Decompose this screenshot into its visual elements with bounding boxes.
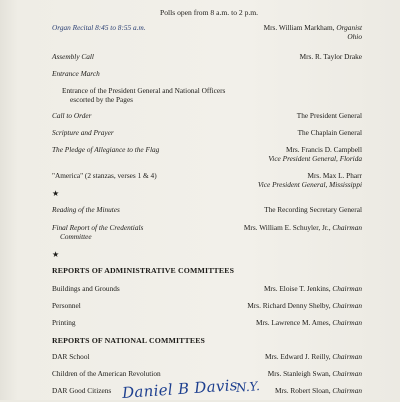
- handwritten-state-note: N.Y.: [235, 378, 261, 396]
- role-title: Organist: [336, 23, 362, 32]
- committee-chair: Mrs. Richard Denny Shelby, Chairman: [247, 301, 362, 310]
- credentials-label-line2: Committee: [60, 232, 92, 241]
- committee-chair: Mrs. Eloise T. Jenkins, Chairman: [263, 284, 362, 293]
- credentials-person: Mrs. William E. Schuyler, Jr., Chairman: [243, 223, 362, 232]
- minutes-person: The Recording Secretary General: [264, 205, 362, 214]
- committee-name: Printing: [52, 318, 76, 327]
- national-committees-heading: REPORTS OF NATIONAL COMMITTEES: [52, 336, 206, 345]
- committee-name: DAR Good Citizens: [52, 386, 112, 395]
- america-person-title: Vice President General, Mississippi: [257, 180, 362, 189]
- committee-name: Children of the American Revolution: [52, 369, 161, 378]
- polls-hours: Polls open from 8 a.m. to 2 p.m.: [160, 8, 259, 17]
- pledge-label: The Pledge of Allegiance to the Flag: [52, 145, 160, 154]
- entrance-march-label: Entrance March: [52, 69, 100, 78]
- committee-name: Buildings and Grounds: [52, 284, 120, 293]
- minutes-label: Reading of the Minutes: [52, 205, 120, 214]
- scripture-prayer-label: Scripture and Prayer: [52, 128, 114, 137]
- call-to-order-person: The President General: [296, 111, 362, 120]
- committee-chair: Mrs. Robert Sloan, Chairman: [275, 386, 362, 395]
- scripture-prayer-person: The Chaplain General: [297, 128, 362, 137]
- role-title: Chairman: [332, 301, 362, 310]
- organist-state: Ohio: [347, 32, 362, 41]
- committee-chair: Mrs. Lawrence M. Ames, Chairman: [255, 318, 362, 327]
- role-title: Chairman: [332, 352, 362, 361]
- entrance-officers-line2: escorted by the Pages: [70, 95, 134, 104]
- committee-chair: Mrs. Stanleigh Swan, Chairman: [267, 369, 362, 378]
- assembly-call-person: Mrs. R. Taylor Drake: [299, 52, 362, 61]
- handwritten-signature: Daniel B Davis: [121, 375, 239, 402]
- committee-chair: Mrs. Edward J. Reilly, Chairman: [264, 352, 362, 361]
- credentials-label-line1: Final Report of the Credentials: [52, 223, 144, 232]
- committee-name: DAR School: [52, 352, 90, 361]
- role-title: Chairman: [332, 369, 362, 378]
- assembly-call-label: Assembly Call: [52, 52, 94, 61]
- role-title: Chairman: [332, 223, 362, 232]
- organist-name-text: Mrs. William Markham, Organist: [263, 23, 362, 32]
- role-title: Chairman: [332, 386, 362, 395]
- admin-committees-heading: REPORTS OF ADMINISTRATIVE COMMITTEES: [52, 266, 235, 275]
- entrance-officers-line1: Entrance of the President General and National Officers: [62, 86, 226, 95]
- call-to-order-label: Call to Order: [52, 111, 92, 120]
- america-label: "America" (2 stanzas, verses 1 & 4): [52, 171, 157, 180]
- star-divider: ★: [52, 189, 60, 198]
- organ-recital-label: Organ Recital 8:45 to 8:55 a.m.: [52, 23, 146, 32]
- role-title: Chairman: [332, 284, 362, 293]
- pledge-person-title: Vice President General, Florida: [268, 154, 362, 163]
- america-person: Mrs. Max L. Pharr: [307, 171, 362, 180]
- role-title: Chairman: [332, 318, 362, 327]
- committee-name: Personnel: [52, 301, 81, 310]
- organist-name: [264, 23, 362, 32]
- pledge-person: Mrs. Francis D. Campbell: [285, 145, 362, 154]
- star-divider: ★: [52, 250, 60, 259]
